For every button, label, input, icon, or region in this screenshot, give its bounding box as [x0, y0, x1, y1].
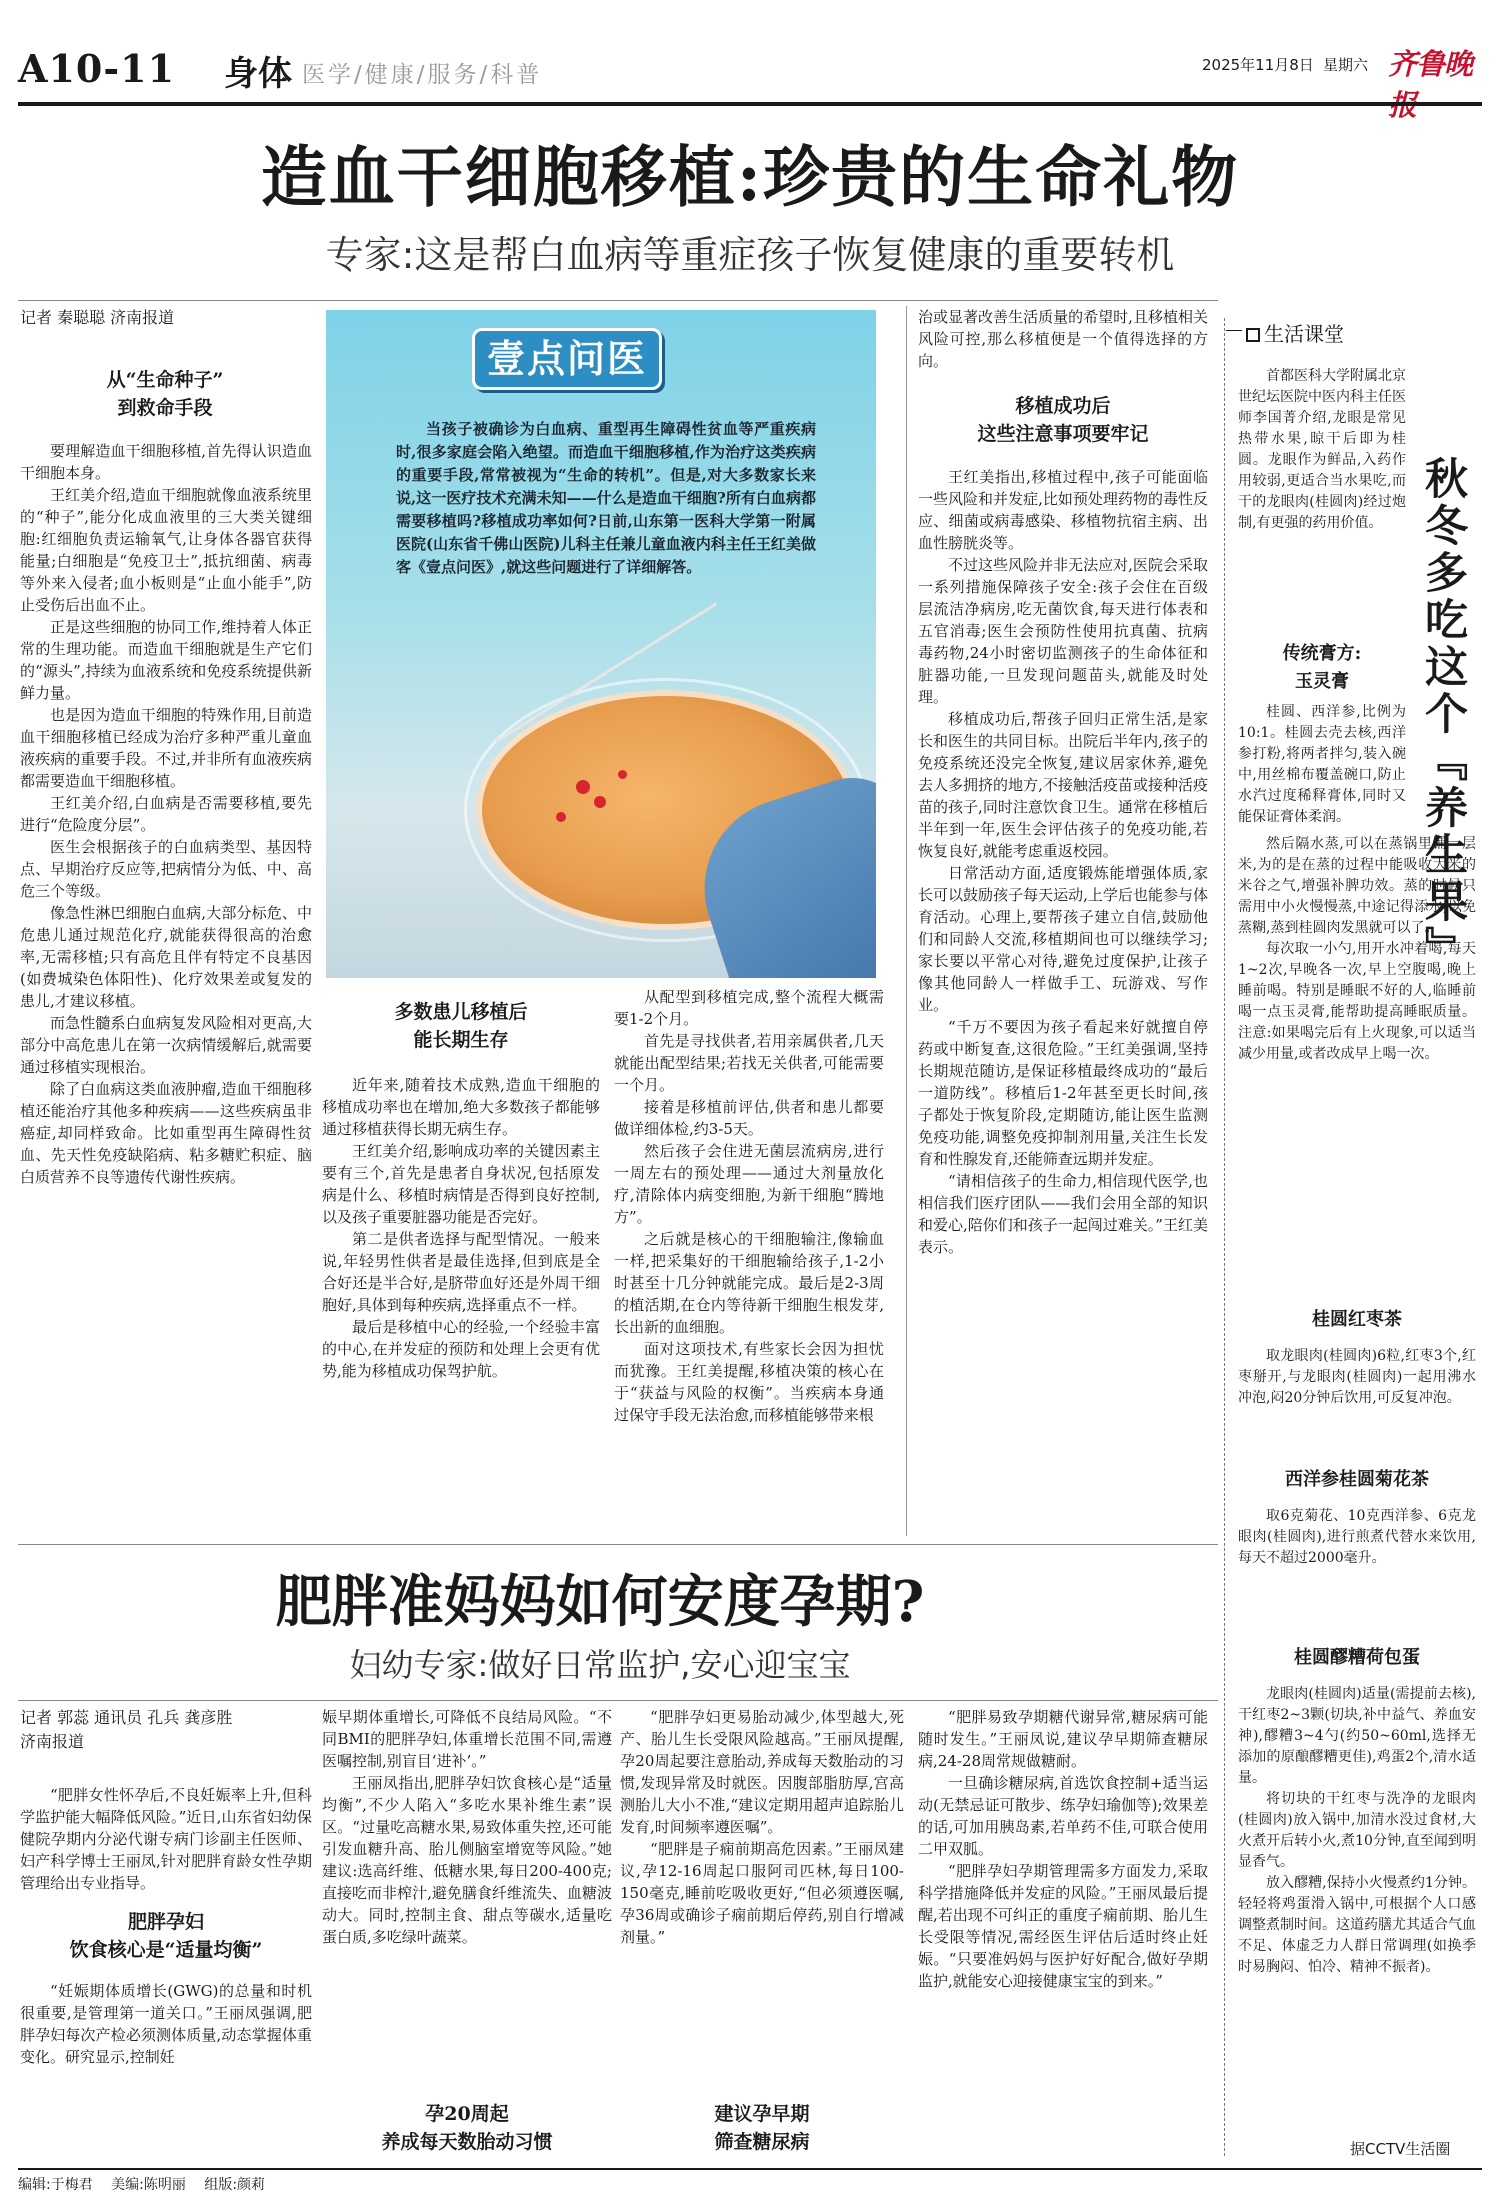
paragraph: 一旦确诊糖尿病,首选饮食控制+适当运动(无禁忌证可散步、练孕妇瑜伽等);效果差的话,可加用胰岛素,若单药不佳,可联合使用二甲双胍。 — [918, 1774, 1208, 1858]
paragraph: 王丽凤指出,肥胖孕妇饮食核心是“适量均衡”,不少人陷入“多吃水果补维生素”误区。“过量吃高糖水果,易致体重失控,还可能引发血糖升高、胎儿侧脑室增宽等风险。”她建议:选高纤维、低糖水果,每日200-400克;直接吃而非榨汁,避免膳食纤维流失、血糖波动大。同时,控制主食、甜点等碳水,适量吃蛋白质,多吃绿叶蔬菜。 — [322, 1774, 612, 1946]
article2-subtitle: 妇幼专家:做好日常监护,安心迎宝宝 — [349, 1646, 851, 1684]
paragraph: 治或显著改善生活质量的希望时,且移植相关风险可控,那么移植便是一个值得选择的方向。 — [918, 308, 1208, 370]
side-vertical-title: 秋冬多吃这个『养生果』 — [1418, 456, 1468, 973]
side-label-rule — [1226, 330, 1242, 331]
side-subhead-2: 桂圆红枣茶 — [1312, 1309, 1402, 1330]
paragraph: 从配型到移植完成,整个流程大概需要1-2个月。 — [614, 988, 884, 1028]
article1-byline: 记者 秦聪聪 济南报道 — [20, 308, 175, 327]
byline-line: 记者 郭蕊 通讯员 孔兵 龚彦胜 — [20, 1708, 233, 1727]
paragraph: 接着是移植前评估,供者和患儿都要做详细体检,约3-5天。 — [614, 1098, 884, 1138]
paragraph: “肥胖孕妇孕期管理需多方面发力,采取科学措施降低并发症的风险。”王丽凤最后提醒,若出现不可纠正的重度子痫前期、胎儿生长受限等情况,需经医生评估后适时终止妊娠。“只要准妈妈与医护好好配合,做好孕期监护,就能安心迎接健康宝宝的到来。” — [918, 1862, 1208, 1990]
subhead-line: 多数患儿移植后 — [394, 1001, 528, 1023]
paragraph: 面对这项技术,有些家长会因为担忧而犹豫。王红美提醒,移植决策的核心在于“获益与风险的权衡”。当疾病本身通过保守手段无法治愈,而移植能够带来根 — [614, 1340, 884, 1424]
paragraph: 首都医科大学附属北京世纪坛医院中医内科主任医师李国菁介绍,龙眼是常见热带水果,晾干后即为桂圆。龙眼作为鲜品,入药作用较弱,更适合当水果吃,而干的龙眼肉(桂圆肉)经过炮制,有更强的药用价值。 — [1238, 368, 1406, 531]
paragraph: “肥胖是子痫前期高危因素。”王丽凤建议,孕12-16周起口服阿司匹林,每日100-150毫克,睡前吃吸收更好,“但必须遵医嘱,孕36周或确诊子痫前期后停药,别自行增减剂量。” — [620, 1840, 904, 1946]
side-recipe-4 — [1238, 1684, 1476, 2136]
subhead-line: 饮食核心是“适量均衡” — [69, 1939, 263, 1961]
side-recipe-2 — [1238, 1346, 1476, 1454]
article1-title: 造血干细胞移植:珍贵的生命礼物 — [260, 138, 1240, 216]
paragraph: 放入醪糟,保持小火慢煮约1分钟。轻轻将鸡蛋滑入锅中,可根据个人口感调整煮制时间。这道药膳尤其适合气血不足、体虚乏力人群日常调理(如换季时易胸闷、怕冷、精神不振者)。 — [1238, 1875, 1476, 1975]
article2-top-rule — [18, 1544, 1218, 1545]
side-column-label — [1246, 318, 1344, 347]
issue-weekday: 星期六 — [1323, 56, 1369, 74]
column-banner: 壹点问医 — [472, 328, 662, 390]
paragraph: 王红美介绍,影响成功率的关键因素主要有三个,首先是患者自身状况,包括原发病是什么、移植时病情是否得到良好控制,以及孩子重要脏器功能是否完好。 — [322, 1142, 600, 1226]
article1-intro — [396, 418, 816, 579]
paragraph: 取6克菊花、10克西洋参、6克龙眼肉(桂圆肉),进行煎煮代替水来饮用,每天不超过2000毫升。 — [1238, 1508, 1476, 1566]
article1-column-3 — [614, 986, 884, 1534]
subhead-line: 筛查糖尿病 — [714, 2131, 810, 2153]
paragraph: 不过这些风险并非无法应对,医院会采取一系列措施保障孩子安全:孩子会住在百级层流洁净病房,吃无菌饮食,每天进行体表和五官消毒;医生会预防性使用抗真菌、抗病毒药物,24小时密切监测孩子的生命体征和脏器功能,一旦发现问题苗头,就能及时处理。 — [918, 556, 1208, 706]
footer-rule — [18, 2168, 1482, 2170]
subhead-line: 建议孕早期 — [714, 2103, 810, 2125]
side-recipe-1-a — [1238, 702, 1406, 832]
side-column-divider — [1224, 318, 1225, 2156]
square-icon — [1246, 328, 1260, 342]
subhead-line: 从“生命种子” — [106, 369, 224, 391]
paragraph: 近年来,随着技术成熟,造血干细胞的移植成功率也在增加,绝大多数孩子都能够通过移植获得长期无病生存。 — [322, 1076, 600, 1138]
paragraph: 取龙眼肉(桂圆肉)6粒,红枣3个,红枣掰开,与龙眼肉(桂圆肉)一起用沸水冲泡,闷20分钟后饮用,可反复冲泡。 — [1238, 1348, 1476, 1406]
subhead-line: 移植成功后 — [1015, 395, 1111, 417]
article2-subhead-1 — [20, 1908, 312, 1964]
paragraph: 将切块的干红枣与洗净的龙眼肉(桂圆肉)放入锅中,加清水没过食材,大火煮开后转小火,煮10分钟,直至闻到明显香气。 — [1238, 1791, 1476, 1870]
article2-rule — [18, 1700, 1218, 1701]
article2-title: 肥胖准妈妈如何安度孕期? — [275, 1569, 925, 1635]
subhead-line: 到救命手段 — [117, 397, 213, 419]
paragraph: 然后隔水蒸,可以在蒸锅里铺一层米,为的是在蒸的过程中能吸收大米的米谷之气,增强补脾功效。蒸的时候只需用中小火慢慢蒸,中途记得添水,以免蒸糊,蒸到桂圆肉发黑就可以了。 — [1238, 836, 1476, 936]
paragraph: 也是因为造血干细胞的特殊作用,目前造血干细胞移植已经成为治疗多种严重儿童血液疾病的重要手段。不过,并非所有血液疾病都需要造血干细胞移植。 — [20, 706, 312, 790]
side-source-note: 据CCTV生活圈 — [1350, 2140, 1451, 2158]
paragraph: 日常活动方面,适度锻炼能增强体质,家长可以鼓励孩子每天运动,上学后也能参与体育活动。心理上,要帮孩子建立自信,鼓励他们和同龄人交流,移植期间也可以继续学习;家长要以平常心对待,避免过度保护,让孩子像其他同龄人一样做手工、玩游戏、写作业。 — [918, 864, 1208, 1014]
article2-column-1-bottom — [20, 1980, 312, 2160]
paragraph: “肥胖易致孕期糖代谢异常,糖尿病可能随时发生。”王丽凤说,建议孕早期筛查糖尿病,24-28周常规做糖耐。 — [918, 1708, 1208, 1770]
page-number: A10-11 — [18, 46, 176, 91]
article1-subhead-1 — [20, 366, 310, 422]
masthead — [18, 40, 1482, 122]
footer-editor: 编辑:于梅君 — [18, 2177, 93, 2193]
article1-top-rule — [18, 300, 1218, 301]
article2-subhead-2 — [322, 2100, 612, 2156]
article1-subtitle: 专家:这是帮白血病等重症孩子恢复健康的重要转机 — [325, 233, 1175, 277]
article2-subhead-3 — [620, 2100, 904, 2156]
paragraph: 首先是寻找供者,若用亲属供者,几天就能出配型结果;若找无关供者,可能需要一个月。 — [614, 1032, 884, 1094]
article1-column-2 — [322, 1074, 600, 1534]
cell-colony-mark — [576, 780, 590, 794]
feature-photo — [326, 310, 876, 978]
paragraph: 正是这些细胞的协同工作,维持着人体正常的生理功能。而造血干细胞就是生产它们的“源头”,持续为血液系统和免疫系统提供新鲜力量。 — [20, 618, 312, 702]
footer-layout: 组版:颜莉 — [204, 2177, 266, 2193]
footer-art-editor: 美编:陈明丽 — [111, 2177, 186, 2193]
cell-colony-mark — [618, 770, 627, 779]
paragraph: 王红美介绍,白血病是否需要移植,要先进行“危险度分层”。 — [20, 794, 312, 834]
paragraph: 娠早期体重增长,可降低不良结局风险。“不同BMI的肥胖孕妇,体重增长范围不同,需遵医嘱控制,别盲目‘进补’。” — [322, 1708, 612, 1770]
subhead-line: 养成每天数胎动习惯 — [381, 2131, 553, 2153]
subhead-line: 能长期生存 — [413, 1029, 509, 1051]
side-label-text: 生活课堂 — [1264, 322, 1344, 346]
article2-column-1-top — [20, 1784, 312, 1904]
paragraph: 然后孩子会住进无菌层流病房,进行一周左右的预处理——通过大剂量放化疗,清除体内病变细胞,为新干细胞“腾地方”。 — [614, 1142, 884, 1226]
paragraph: 而急性髓系白血病复发风险相对更高,大部分中高危患儿在第一次病情缓解后,就需要通过移植实现根治。 — [20, 1014, 312, 1076]
paragraph: 王红美介绍,造血干细胞就像血液系统里的“种子”,能分化成血液里的三大类关键细胞:红细胞负责运输氧气,让身体各器官获得能量;白细胞是“免疫卫士”,抵抗细菌、病毒等外来入侵者;血小板则是“止血小能手”,防止受伤后出血不止。 — [20, 486, 312, 614]
paragraph: 桂圆、西洋参,比例为10:1。桂圆去壳去核,西洋参打粉,将两者拌匀,装入碗中,用丝棉布覆盖碗口,防止水汽过度稀释膏体,同时又能保证膏体柔润。 — [1238, 704, 1406, 825]
paragraph: 每次取一小勺,用开水冲着喝,每天1~2次,早晚各一次,早上空腹喝,晚上睡前喝。特别是睡眠不好的人,临睡前喝一点玉灵膏,能帮助提高睡眠质量。注意:如果喝完后有上火现象,可以适当减少用量,或者改成早上喝一次。 — [1238, 941, 1476, 1062]
paragraph: 龙眼肉(桂圆肉)适量(需提前去核),干红枣2~3颗(切块,补中益气、养血安神),醪糟3~4勺(约50~60ml,选择无添加的原酿醪糟更佳),鸡蛋2个,清水适量。 — [1238, 1686, 1476, 1786]
column-divider — [906, 306, 907, 1536]
side-subhead-4: 桂圆醪糟荷包蛋 — [1294, 1647, 1420, 1668]
paragraph: “千万不要因为孩子看起来好就擅自停药或中断复查,这很危险。”王红美强调,坚持长期规范随访,是保证移植最终成功的“最后一道防线”。移植后1-2年甚至更长时间,孩子都处于恢复阶段,定期随访,能让医生监测免疫功能,调整免疫抑制剂用量,关注生长发育和性腺发育,还能筛查远期并发症。 — [918, 1018, 1208, 1168]
paragraph: “妊娠期体质增长(GWG)的总量和时机很重要,是管理第一道关口。”王丽凤强调,肥胖孕妇每次产检必须测体质量,动态掌握体重变化。研究显示,控制妊 — [20, 1982, 312, 2066]
intro-paragraph: 当孩子被确诊为白血病、重型再生障碍性贫血等严重疾病时,很多家庭会陷入绝望。而造血干细胞移植,作为治疗这类疾病的重要手段,常常被视为“生命的转机”。但是,对大多数家长来说,这一医疗技术充满未知——什么是造血干细胞?所有白血病都需要移植吗?移植成功率如何?日前,山东第一医科大学第一附属医院(山东省千佛山医院)儿科主任兼儿童血液内科主任王红美做客《壹点问医》,就这些问题进行了详细解答。 — [396, 420, 816, 576]
side-recipe-1-b — [1238, 834, 1476, 1294]
subhead-line: 传统膏方: — [1282, 643, 1362, 664]
paragraph: 要理解造血干细胞移植,首先得认识造血干细胞本身。 — [20, 442, 312, 482]
paragraph: 移植成功后,帮孩子回归正常生活,是家长和医生的共同目标。出院后半年内,孩子的免疫系统还没完全恢复,建议居家休养,避免去人多拥挤的地方,不接触活疫苗或接种活疫苗的孩子,同时注意饮食卫生。通常在移植后半年到一年,医生会评估孩子的免疫功能,若恢复良好,就能考虑重返校园。 — [918, 710, 1208, 860]
paragraph: 最后是移植中心的经验,一个经验丰富的中心,在并发症的预防和处理上会更有优势,能为移植成功保驾护航。 — [322, 1318, 600, 1380]
cell-colony-mark — [594, 796, 606, 808]
subhead-line: 孕20周起 — [425, 2103, 509, 2125]
masthead-rule — [18, 102, 1482, 106]
newspaper-logo: 齐鲁晚报 — [1388, 47, 1473, 122]
byline-line: 济南报道 — [20, 1732, 85, 1751]
paragraph: 像急性淋巴细胞白血病,大部分标危、中危患儿通过规范化疗,就能获得很高的治愈率,无需移植;只有高危且伴有特定不良基因(如费城染色体阳性)、化疗效果差或复发的患儿,才建议移植。 — [20, 904, 312, 1010]
cell-colony-mark — [556, 812, 566, 822]
paragraph: 第二是供者选择与配型情况。一般来说,年轻男性供者是最佳选择,但到底是全合好还是半合好,是脐带血好还是外周干细胞好,具体到每种疾病,选择重点不一样。 — [322, 1230, 600, 1314]
paragraph: “肥胖女性怀孕后,不良妊娠率上升,但科学监护能大幅降低风险。”近日,山东省妇幼保健院孕期内分泌代谢专病门诊副主任医师、妇产科学博士王丽凤,针对肥胖育龄女性孕期管理给出专业指导。 — [20, 1786, 312, 1892]
subhead-line: 玉灵膏 — [1295, 671, 1349, 692]
article2-column-2 — [322, 1706, 612, 2094]
article2-column-4 — [918, 1706, 1208, 2162]
issue-date: 2025年11月8日 — [1202, 56, 1314, 74]
article1-column-4-top — [918, 306, 1208, 376]
article1-subhead-2 — [326, 998, 596, 1054]
section-subtitle: 医学/健康/服务/科普 — [302, 62, 543, 88]
article1-column-4 — [918, 466, 1208, 1534]
side-recipe-3 — [1238, 1506, 1476, 1634]
footer-credits — [18, 2174, 279, 2194]
subhead-line: 肥胖孕妇 — [127, 1911, 204, 1933]
paragraph: “请相信孩子的生命力,相信现代医学,也相信我们医疗团队——我们会用全部的知识和爱心,陪你们和孩子一起闯过难关。”王红美表示。 — [918, 1172, 1208, 1256]
paragraph: 除了白血病这类血液肿瘤,造血干细胞移植还能治疗其他多种疾病——这些疾病虽非癌症,却同样致命。比如重型再生障碍性贫血、先天性免疫缺陷病、粘多糖贮积症、脑白质营养不良等遗传代谢性疾病。 — [20, 1080, 312, 1186]
side-intro — [1238, 366, 1406, 644]
section-name: 身体 — [224, 54, 292, 94]
side-subhead-1 — [1238, 640, 1406, 696]
article1-subhead-3 — [918, 392, 1208, 448]
subhead-line: 这些注意事项要牢记 — [977, 423, 1149, 445]
article2-column-3 — [620, 1706, 904, 2094]
side-subhead-3: 西洋参桂圆菊花茶 — [1285, 1469, 1429, 1490]
paragraph: 医生会根据孩子的白血病类型、基因特点、早期治疗反应等,把病情分为低、中、高危三个等级。 — [20, 838, 312, 900]
article1-column-1 — [20, 440, 312, 1540]
paragraph: 之后就是核心的干细胞输注,像输血一样,把采集好的干细胞输给孩子,1-2小时甚至十几分钟就能完成。最后是2-3周的植活期,在仓内等待新干细胞生根发芽,长出新的血细胞。 — [614, 1230, 884, 1336]
paragraph: “肥胖孕妇更易胎动减少,体型越大,死产、胎儿生长受限风险越高。”王丽凤提醒,孕20周起要注意胎动,养成每天数胎动的习惯,发现异常及时就医。因腹部脂肪厚,宫高测胎儿大小不准,“建议定期用超声追踪胎儿发育,时间频率遵医嘱”。 — [620, 1708, 904, 1836]
article2-byline — [20, 1706, 312, 1754]
paragraph: 王红美指出,移植过程中,孩子可能面临一些风险和并发症,比如预处理药物的毒性反应、细菌或病毒感染、移植物抗宿主病、出血性膀胱炎等。 — [918, 468, 1208, 552]
